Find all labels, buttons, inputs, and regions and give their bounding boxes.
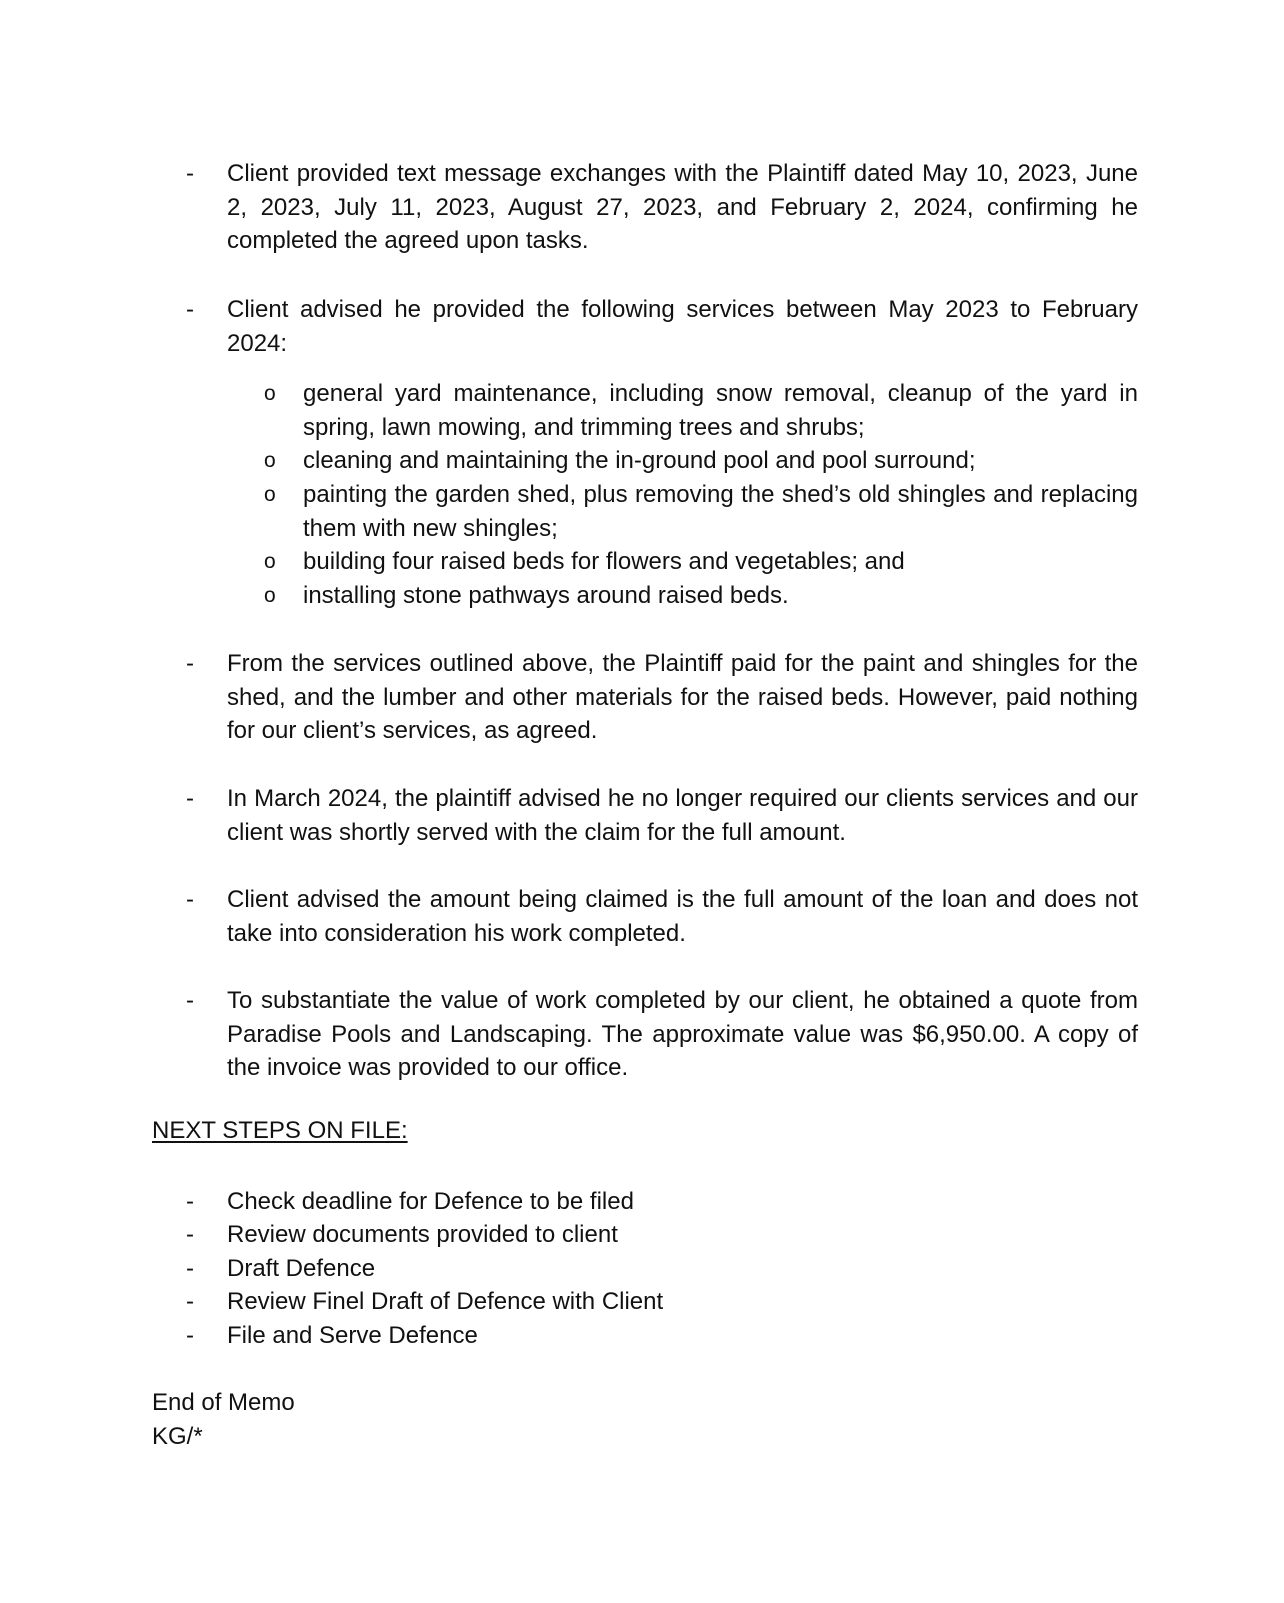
- fact-paragraph: Client provided text message exchanges with the Plaintiff dated May 10, 2023, June 2, 2023, July 11, 2023, August 27, 2023, and February 2, 2024, confirming he completed the agreed upon tasks.: [227, 160, 1138, 254]
- end-of-memo: End of Memo: [152, 1389, 295, 1416]
- dash-bullet: -: [186, 1221, 194, 1248]
- next-step-item: File and Serve Defence: [227, 1322, 478, 1349]
- service-item: painting the garden shed, plus removing the shed’s old shingles and replacing them with new shingles;: [303, 481, 1138, 542]
- next-step-item: Draft Defence: [227, 1255, 376, 1282]
- circle-bullet: o: [264, 483, 276, 506]
- circle-bullet: o: [264, 382, 276, 405]
- dash-bullet: -: [186, 987, 194, 1014]
- fact-paragraph: In March 2024, the plaintiff advised he no longer required our clients services and our client was shortly served with the claim for the full amount.: [227, 785, 1138, 846]
- next-step-item: Review documents provided to client: [227, 1221, 618, 1248]
- circle-bullet: o: [264, 550, 276, 573]
- author-initials: KG/*: [152, 1423, 203, 1450]
- dash-bullet: -: [186, 785, 194, 812]
- dash-bullet: -: [186, 1288, 194, 1315]
- fact-paragraph: Client advised the amount being claimed is the full amount of the loan and does not take into consideration his work completed.: [227, 886, 1138, 947]
- fact-paragraph: Client advised he provided the following services between May 2023 to February 2024:: [227, 296, 1138, 357]
- circle-bullet: o: [264, 449, 276, 472]
- dash-bullet: -: [186, 1255, 194, 1282]
- service-item: general yard maintenance, including snow removal, cleanup of the yard in spring, lawn mowing, and trimming trees and shrubs;: [303, 380, 1138, 441]
- service-item: building four raised beds for flowers and vegetables; and: [303, 548, 905, 575]
- fact-paragraph: To substantiate the value of work completed by our client, he obtained a quote from Paradise Pools and Landscaping. The approximate value was $6,950.00. A copy of the invoice was provided to our office.: [227, 987, 1138, 1081]
- service-item: cleaning and maintaining the in-ground pool and pool surround;: [303, 447, 976, 474]
- service-item: installing stone pathways around raised beds.: [303, 582, 789, 609]
- dash-bullet: -: [186, 160, 194, 187]
- circle-bullet: o: [264, 584, 276, 607]
- fact-paragraph: From the services outlined above, the Plaintiff paid for the paint and shingles for the shed, and the lumber and other materials for the raised beds. However, paid nothing for our client’s services, as agreed.: [227, 650, 1138, 744]
- dash-bullet: -: [186, 650, 194, 677]
- next-steps-heading: NEXT STEPS ON FILE:: [152, 1117, 408, 1144]
- dash-bullet: -: [186, 1188, 194, 1215]
- next-step-item: Check deadline for Defence to be filed: [227, 1188, 634, 1215]
- dash-bullet: -: [186, 886, 194, 913]
- next-step-item: Review Finel Draft of Defence with Client: [227, 1288, 664, 1315]
- dash-bullet: -: [186, 1322, 194, 1349]
- dash-bullet: -: [186, 296, 194, 323]
